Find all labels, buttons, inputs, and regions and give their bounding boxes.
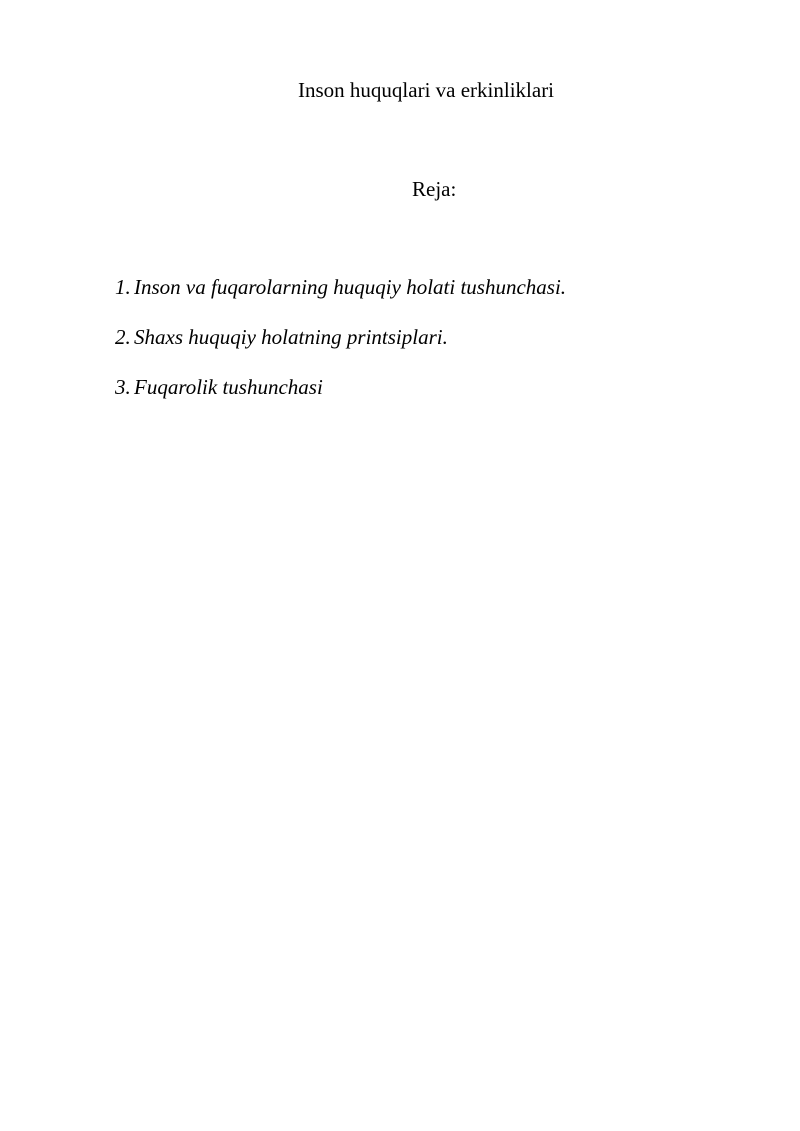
plan-item — [115, 324, 566, 350]
plan-item-number: 2. — [115, 325, 131, 349]
plan-item-text: Fuqarolik tushunchasi — [134, 375, 323, 399]
plan-item-text: Shaxs huquqiy holatning printsiplari. — [134, 325, 448, 349]
plan-item-text: Inson va fuqarolarning huquqiy holati tushunchasi. — [134, 275, 567, 299]
plan-item-number: 3. — [115, 375, 131, 399]
plan-list — [115, 274, 566, 424]
plan-item-number: 1. — [115, 275, 131, 299]
plan-heading: Reja: — [412, 177, 457, 201]
document-title: Inson huquqlari va erkinliklari — [298, 78, 555, 102]
plan-item — [115, 374, 566, 400]
plan-item — [115, 274, 566, 300]
